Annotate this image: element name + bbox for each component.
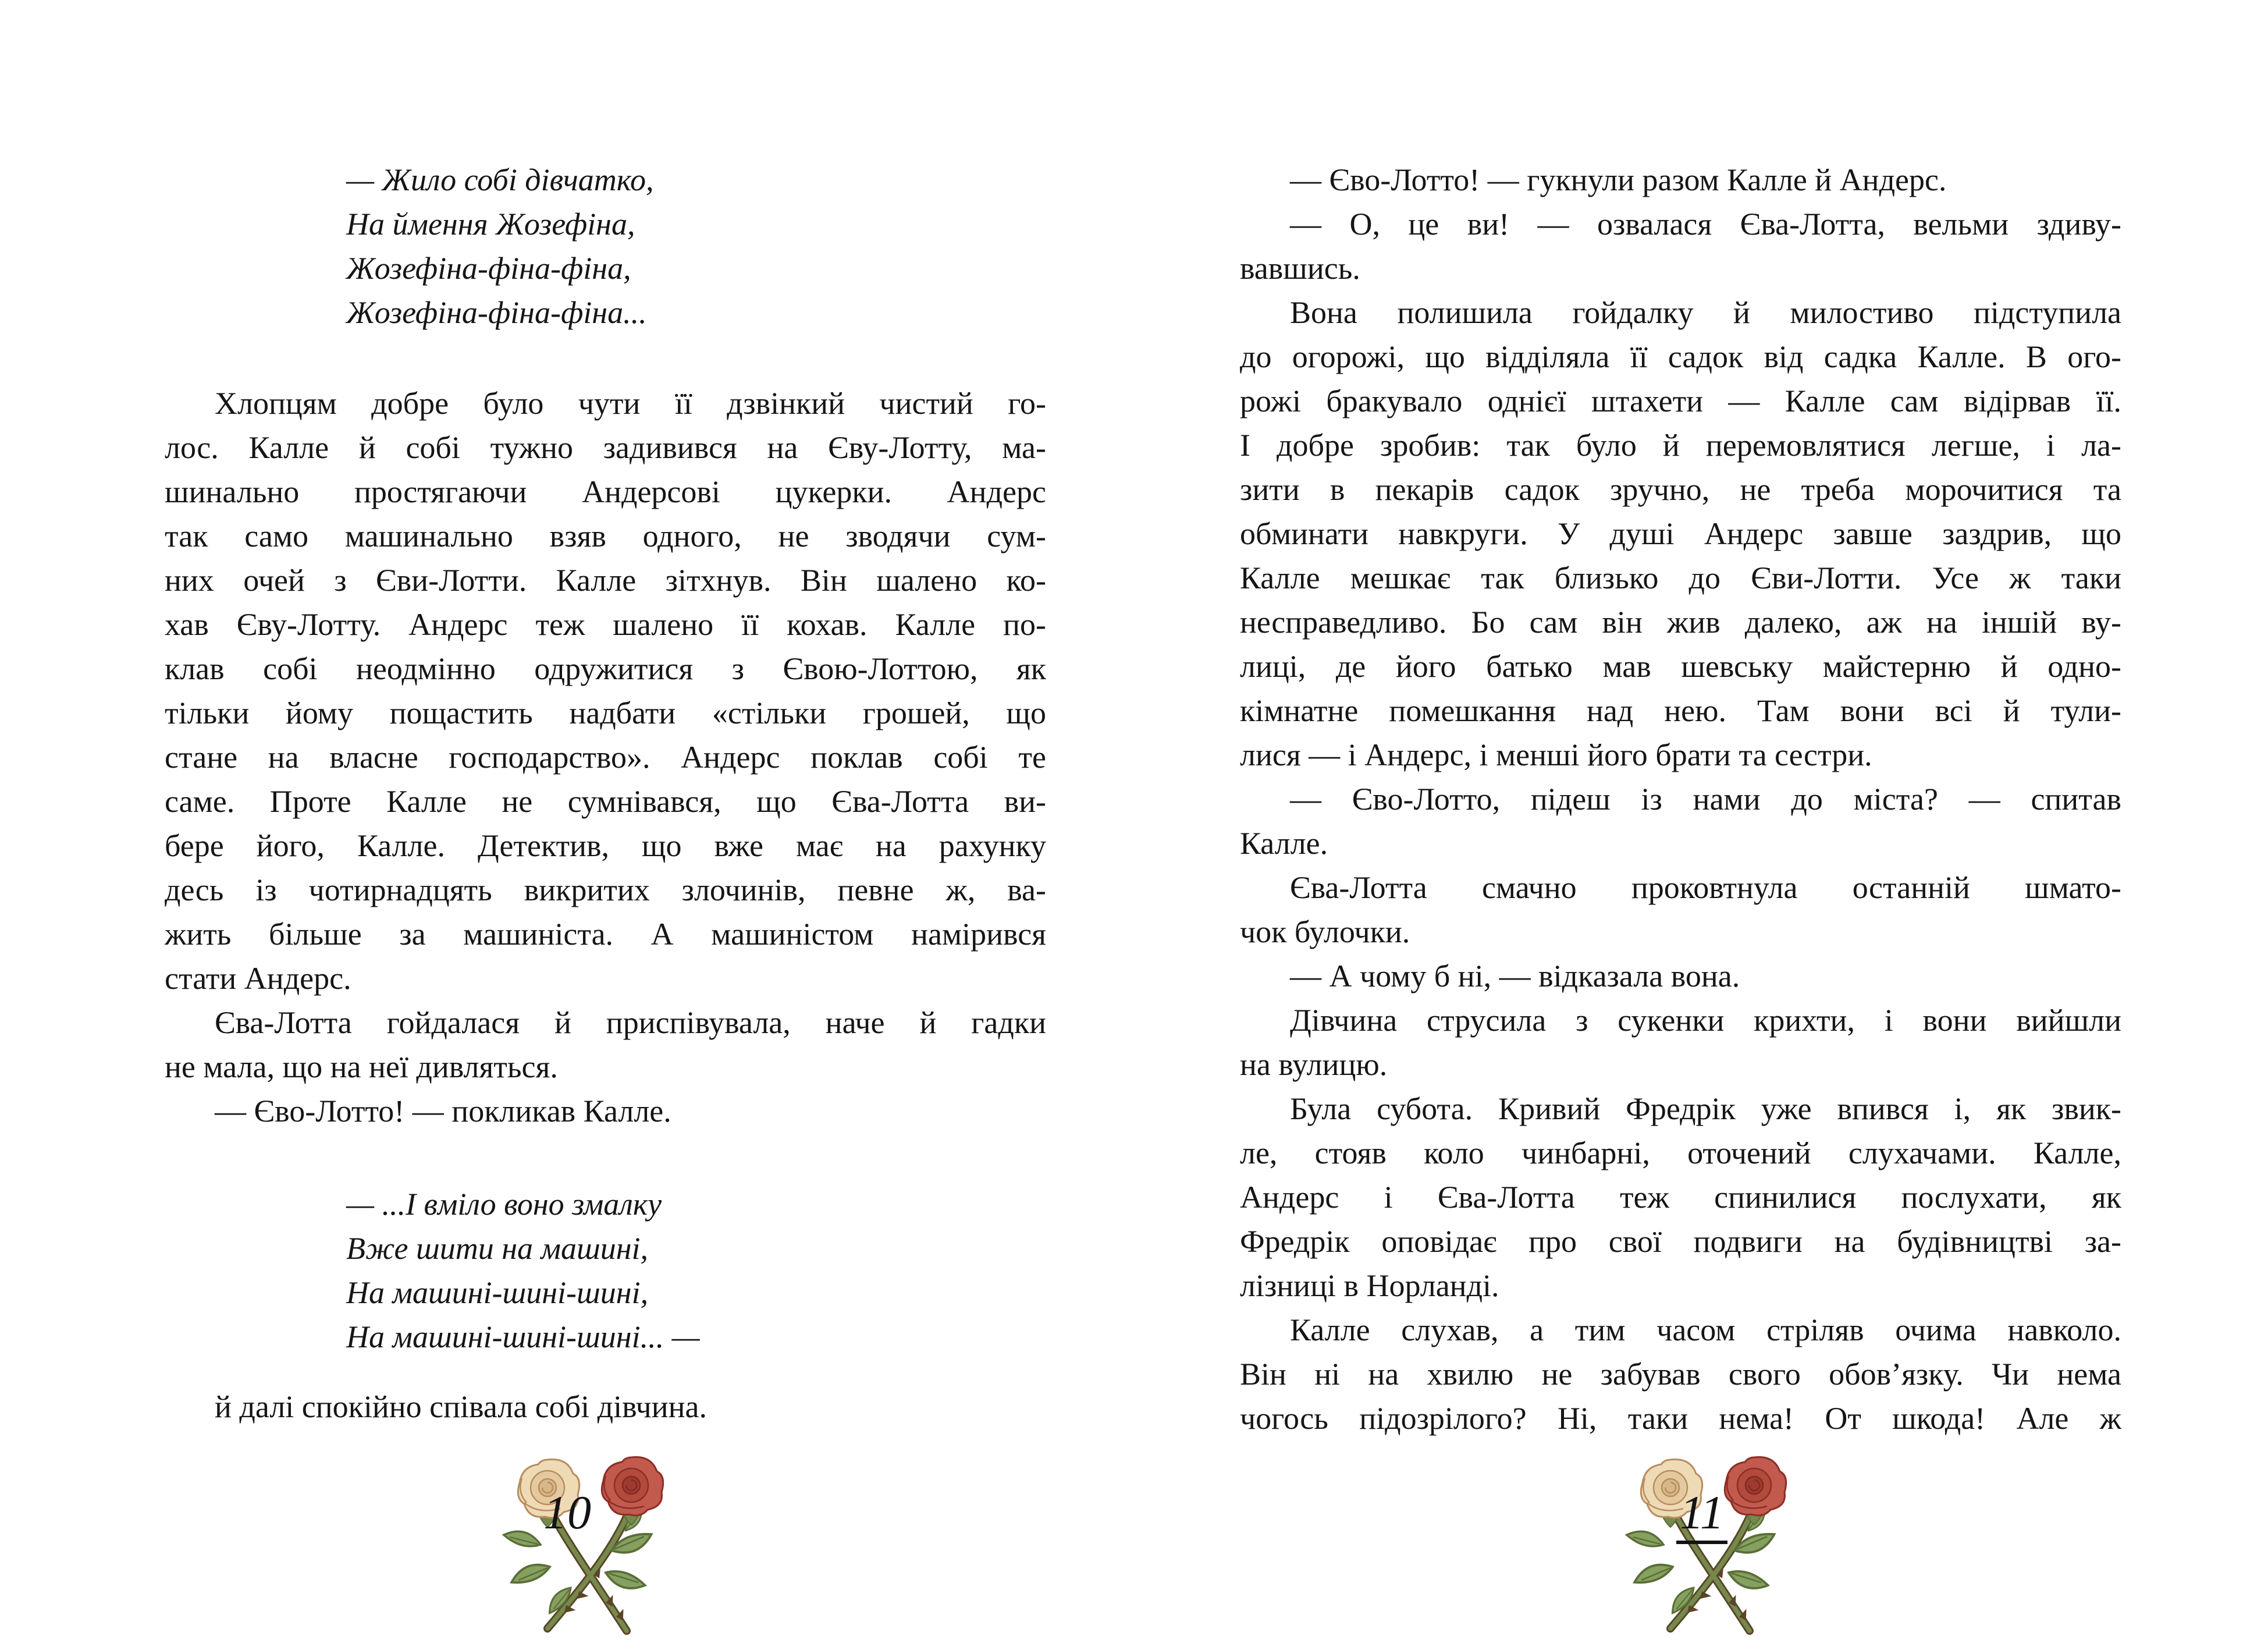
prose-line: на вулицю. [1240, 1047, 1388, 1082]
prose-line: — Єво-Лотто, підеш із нами до міста? — спитав [1290, 782, 2121, 817]
verse-line: — Жило собі дівчатко, [346, 162, 654, 197]
right-page-text [1240, 158, 2121, 1440]
right-page-number [1652, 1488, 1751, 1538]
prose-line: жить більше за машиніста. А машиністом намірився [165, 917, 1046, 952]
prose-line: десь із чотирнадцять викритих злочинів, певне ж, ва- [165, 872, 1046, 907]
prose-line: — Єво-Лотто! — гукнули разом Калле й Андерс. [1290, 162, 1947, 197]
prose-line: клав собі неодмінно одружитися з Євою-Лоттою, як [165, 651, 1046, 686]
rose-ornament-right [1615, 1453, 1807, 1650]
prose-line: зити в пекарів садок зручно, не треба морочитися та [1240, 472, 2121, 507]
prose-line: Андерс і Єва-Лотта теж спинилися послухати, як [1240, 1180, 2121, 1215]
prose-line: несправедливо. Бо сам він жив далеко, аж на іншій ву- [1240, 605, 2121, 640]
prose-line: стати Андерс. [165, 961, 351, 996]
prose-line: не мала, що на неї дивляться. [165, 1049, 558, 1084]
prose-line: обминати навкруги. У душі Андерс завше заздрив, що [1240, 516, 2121, 551]
prose-line: Калле мешкає так близько до Єви-Лотти. Усе ж таки [1240, 560, 2121, 595]
prose-line: Калле слухав, а тим часом стріляв очима навколо. [1290, 1312, 2121, 1347]
prose-line: Єва-Лотта смачно проковтнула останній шмато- [1290, 870, 2121, 905]
prose-line: Калле. [1240, 826, 1328, 861]
left-page-number [518, 1488, 617, 1538]
prose-line: ле, стояв коло чинбарні, оточений слухачами. Калле, [1240, 1136, 2121, 1170]
prose-line: так само машинально взяв одного, не зводячи сум- [165, 519, 1046, 553]
prose-line: рожі бракувало однієї штахети — Калле сам відірвав її. [1240, 384, 2121, 418]
prose-line: І добре зробив: так було й перемовлятися легше, і ла- [1240, 428, 2121, 463]
prose-line: Фредрік оповідає про свої подвиги на будівництві за- [1240, 1224, 2121, 1259]
prose-line: Дівчина струсила з сукенки крихти, і вони вийшли [1290, 1003, 2121, 1038]
prose-line: бере його, Калле. Детектив, що вже має на рахунку [165, 828, 1046, 863]
prose-line: шинально простягаючи Андерсові цукерки. Андерс [165, 474, 1046, 509]
verse-line: Вже шити на машині, [346, 1231, 649, 1266]
verse-line: На машині-шині-шині, [346, 1275, 649, 1310]
prose-line: Вона полишила гойдалку й милостиво підступила [1290, 295, 2121, 330]
prose-line: — О, це ви! — озвалася Єва-Лотта, вельми здиву- [1290, 207, 2121, 242]
page-number-10: 10 [543, 1486, 591, 1539]
crossed-roses-icon [1615, 1453, 1807, 1650]
prose-line: Хлопцям добре було чути її дзвінкий чистий го- [215, 386, 1046, 421]
prose-line: лізниці в Норланді. [1240, 1268, 1499, 1303]
verse-line: На ймення Жозефіна, [346, 207, 635, 242]
prose-line: вавшись. [1240, 251, 1360, 286]
prose-block [1240, 158, 2121, 1440]
prose-line: лос. Калле й собі тужно задивився на Єву-Лотту, ма- [165, 430, 1046, 465]
prose-line: — А чому б ні, — відказала вона. [1290, 959, 1740, 993]
crossed-roses-icon [492, 1453, 684, 1650]
verse-line: — ...І вміло воно змалку [346, 1187, 662, 1222]
verse-line: Жозефіна-фіна-фіна... [346, 295, 647, 330]
verse-line: На машині-шині-шині... — [346, 1319, 700, 1354]
prose-line: до огорожі, що відділяла її садок від садка Калле. В ого- [1240, 339, 2121, 374]
page-number-11: 11 [1676, 1486, 1727, 1544]
prose-line: лися — і Андерс, і менші його брати та сестри. [1240, 737, 1872, 772]
prose-line: Була субота. Кривий Фредрік уже впився і, як звик- [1290, 1091, 2121, 1126]
prose-line: тільки йому пощастить надбати «стільки грошей, що [165, 696, 1046, 730]
rose-ornament-left [492, 1453, 684, 1650]
prose-line: чок булочки. [1240, 914, 1410, 949]
prose-line: лиці, де його батько мав шевську майстерню й одно- [1240, 649, 2121, 684]
prose-line: кімнатне помешкання над нею. Там вони всі й тули- [1240, 693, 2121, 728]
verse-line: Жозефіна-фіна-фіна, [346, 251, 631, 286]
prose-line: — Єво-Лотто! — покликав Калле. [215, 1094, 671, 1129]
prose-line: й далі спокійно співала собі дівчина. [215, 1389, 707, 1424]
prose-line: саме. Проте Калле не сумнівався, що Єва-Лотта ви- [165, 784, 1046, 819]
prose-line: них очей з Єви-Лотти. Калле зітхнув. Він шалено ко- [165, 563, 1046, 598]
prose-line: чогось підозрілого? Ні, таки нема! От шкода! Але ж [1240, 1401, 2121, 1436]
prose-line: Він ні на хвилю не забував свого обов’язку. Чи нема [1240, 1357, 2121, 1392]
prose-line: Єва-Лотта гойдалася й приспівувала, наче й гадки [215, 1005, 1046, 1040]
prose-line: хав Єву-Лотту. Андерс теж шалено її кохав. Калле по- [165, 607, 1046, 642]
prose-line: стане на власне господарство». Андерс поклав собі те [165, 740, 1046, 775]
